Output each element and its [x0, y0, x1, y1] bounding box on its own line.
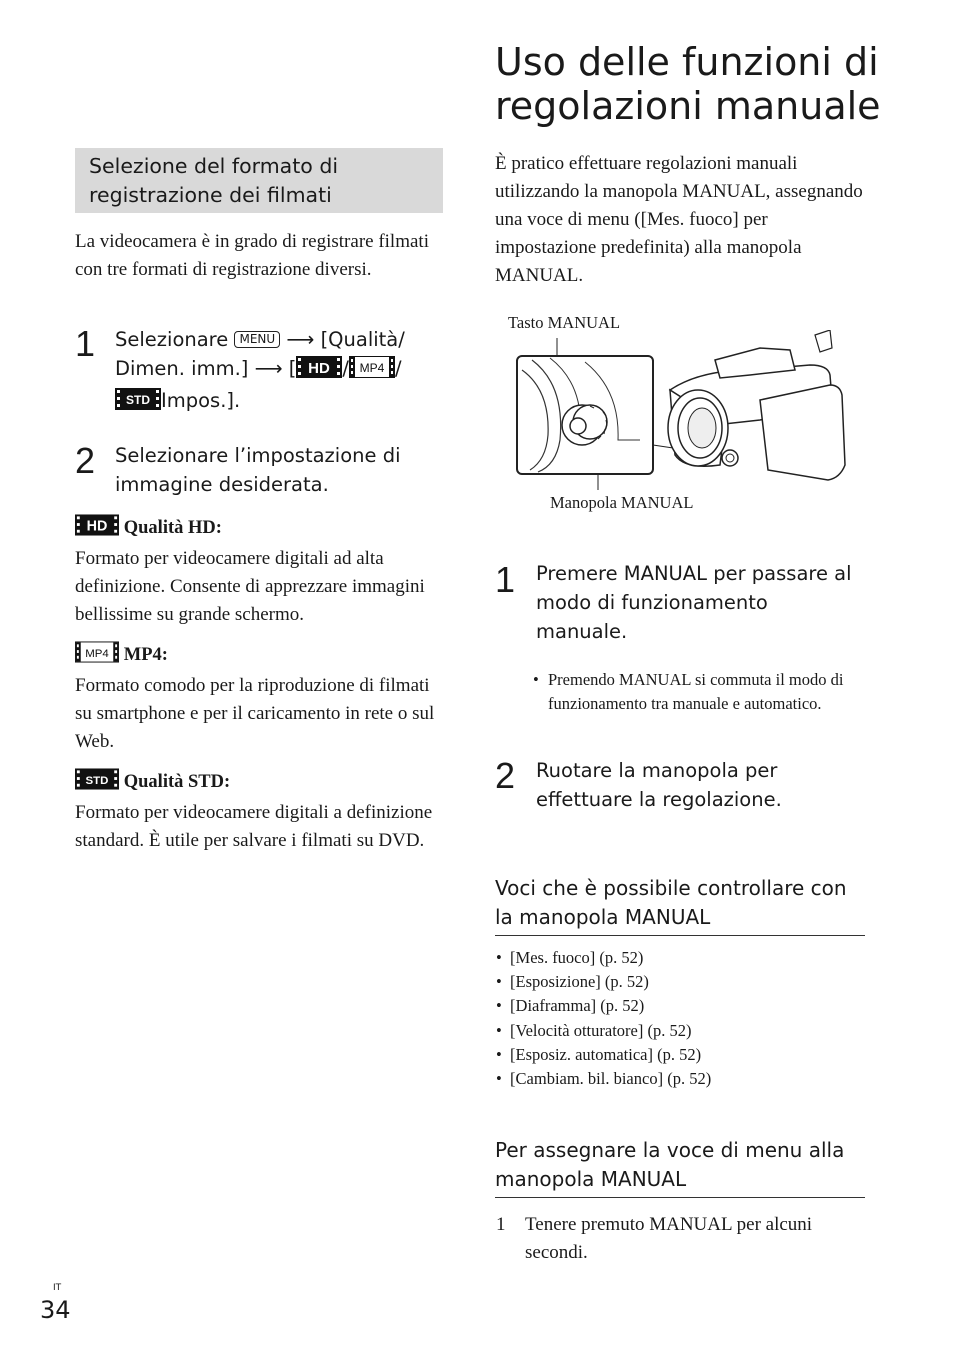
- arrow-right-icon: ⟶: [286, 328, 315, 351]
- svg-text:STD: STD: [85, 774, 109, 787]
- bullet-icon: •: [496, 972, 511, 992]
- list-item: [496, 946, 856, 970]
- step-1-instruction: [115, 325, 445, 418]
- step-text: [: [288, 357, 297, 380]
- controls-list: [496, 946, 856, 1091]
- step-text: Impos.].: [161, 389, 241, 412]
- format-label: Qualità STD:: [123, 772, 231, 792]
- bullet-icon: •: [496, 1069, 511, 1089]
- step-number: 1: [495, 559, 516, 600]
- svg-text:STD: STD: [126, 393, 150, 407]
- camcorder-illustration: [510, 330, 855, 492]
- format-hd: [75, 514, 440, 629]
- controls-heading: Voci che è possibile controllare con la manopola MANUAL: [495, 874, 865, 936]
- bullet-icon: •: [496, 1020, 511, 1040]
- format-label: Qualità HD:: [123, 518, 222, 538]
- page-title: Uso delle funzioni di regolazioni manuale: [495, 40, 881, 128]
- list-item: [496, 1019, 856, 1043]
- list-item-text: [Esposiz. automatica] (p. 52): [510, 1044, 702, 1064]
- step-number: 1: [75, 323, 96, 364]
- step-2-instruction: Ruotare la manopola per effettuare la regolazione.: [536, 759, 782, 811]
- list-item: [496, 970, 856, 994]
- svg-text:MP4: MP4: [85, 647, 109, 660]
- bullet-icon: •: [496, 1044, 511, 1064]
- step-text: [Qualità/: [320, 328, 405, 351]
- format-label: MP4:: [123, 645, 168, 665]
- step-number: 2: [75, 440, 96, 481]
- assign-step-text: Tenere premuto MANUAL per alcuni secondi.: [525, 1214, 813, 1263]
- list-item-text: [Mes. fuoco] (p. 52): [510, 948, 644, 967]
- page-intro: È pratico effettuare regolazioni manuali utilizzando la manopola MANUAL, assegnando una voce di menu ([Mes. fuoco] per impostazione predefinita) alla manopola MANUAL.: [495, 153, 863, 286]
- menu-button-icon: MENU: [234, 331, 280, 348]
- svg-text:HD: HD: [86, 518, 108, 535]
- format-description: Formato comodo per la riproduzione di filmati su smartphone e per il caricamento in rete o sul Web.: [75, 675, 435, 752]
- mp4-format-icon: [349, 356, 395, 386]
- step-text: /: [394, 357, 402, 380]
- list-item-text: [Cambiam. bil. bianco] (p. 52): [510, 1069, 712, 1089]
- format-mp4: [75, 641, 440, 756]
- section-intro: La videocamera è in grado di registrare filmati con tre formati di registrazione diversi.: [75, 231, 429, 280]
- assign-heading: Per assegnare la voce di menu alla manopola MANUAL: [495, 1136, 865, 1198]
- list-item-text: [Esposizione] (p. 52): [510, 972, 649, 992]
- step-1-instruction: Premere MANUAL per passare al modo di funzionamento manuale.: [536, 562, 852, 643]
- step-note: Premendo MANUAL si commuta il modo di funzionamento tra manuale e automatico.: [548, 670, 844, 713]
- figure-label-manual-button: Tasto MANUAL: [508, 313, 621, 332]
- step-text: Dimen. imm.]: [115, 357, 249, 380]
- step-text: /: [342, 357, 349, 380]
- format-description: Formato per videocamere digitali ad alta definizione. Consente di apprezzare immagini bellissime su grande schermo.: [75, 548, 425, 625]
- format-description: Formato per videocamere digitali a definizione standard. È utile per salvare i filmati su DVD.: [75, 802, 433, 851]
- svg-text:HD: HD: [308, 360, 331, 377]
- list-item: [496, 1043, 856, 1067]
- mp4-format-icon: [75, 641, 119, 672]
- bullet-icon: •: [496, 948, 511, 967]
- arrow-right-icon: ⟶: [254, 357, 283, 380]
- bullet-icon: •: [533, 670, 539, 689]
- figure-label-manual-dial: Manopola MANUAL: [550, 493, 694, 512]
- list-item: [496, 994, 856, 1018]
- hd-format-icon: [75, 514, 119, 545]
- step-number: 2: [495, 755, 516, 796]
- hd-format-icon: [296, 356, 342, 386]
- std-format-icon: [75, 768, 119, 799]
- assign-step-number: 1: [496, 1214, 506, 1235]
- list-item: [496, 1067, 856, 1091]
- language-code: IT: [53, 1283, 62, 1293]
- list-item-text: [Diaframma] (p. 52): [510, 996, 645, 1016]
- format-std: [75, 768, 440, 855]
- svg-text:MP4: MP4: [359, 361, 385, 375]
- step-text: Selezionare: [115, 328, 229, 351]
- list-item-text: [Velocità otturatore] (p. 52): [510, 1020, 692, 1040]
- step-2-instruction: Selezionare l’impostazione di immagine desiderata.: [115, 444, 401, 496]
- bullet-icon: •: [496, 996, 511, 1016]
- section-heading: Selezione del formato di registrazione dei filmati: [89, 154, 339, 207]
- page-number: 34: [40, 1296, 71, 1324]
- std-format-icon: [115, 388, 161, 418]
